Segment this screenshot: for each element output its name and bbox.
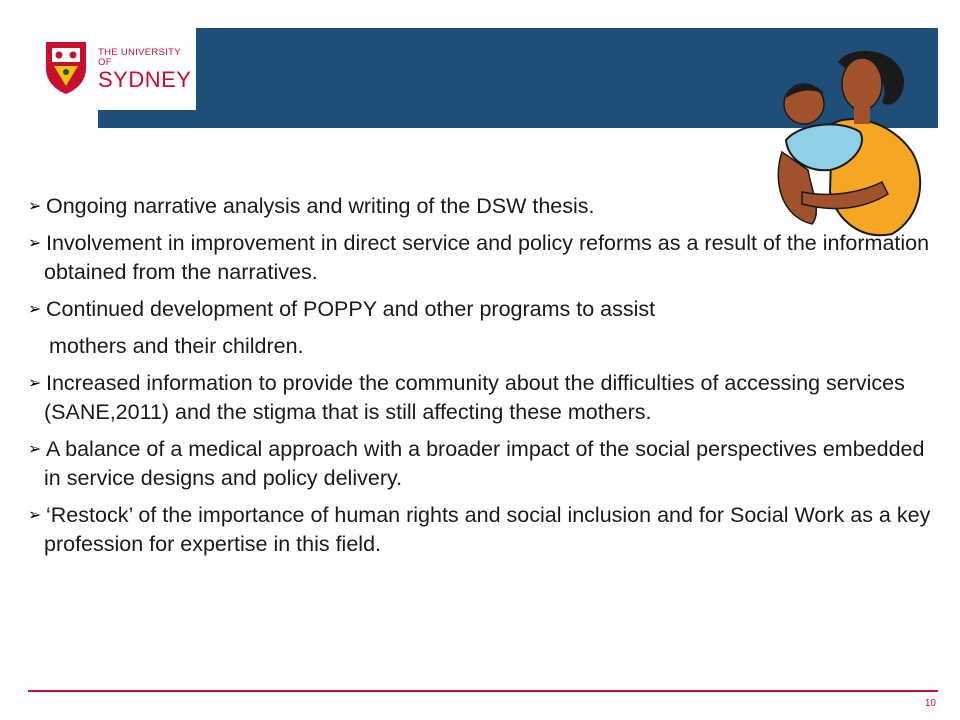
list-item — [28, 295, 938, 324]
list-item — [28, 192, 938, 221]
list-item — [28, 229, 938, 287]
bullet-text: ‘Restock’ of the importance of human rights and social inclusion and for Social Work as a key profession for expertise in this field. — [44, 503, 931, 556]
logo-line-2: SYDNEY — [98, 67, 192, 92]
bullet-text: Increased information to provide the community about the difficulties of accessing services (SANE,2011) and the stigma that is still affecting these mothers. — [44, 371, 905, 424]
list-item — [28, 501, 938, 559]
list-item — [28, 435, 938, 493]
footer-divider — [28, 690, 938, 692]
university-logo — [26, 28, 196, 110]
bullet-text: Continued development of POPPY and other programs to assist — [46, 297, 656, 321]
page-number: 10 — [924, 698, 936, 709]
arrow-bullet-icon: ➢ — [28, 198, 42, 215]
arrow-bullet-icon: ➢ — [28, 441, 42, 458]
logo-line-1: THE UNIVERSITY OF — [98, 47, 181, 68]
arrow-bullet-icon: ➢ — [28, 375, 42, 392]
bullet-text: Ongoing narrative analysis and writing of the DSW thesis. — [46, 194, 595, 218]
bullet-continuation: mothers and their children. — [49, 334, 304, 358]
bullet-list — [28, 192, 938, 567]
bullet-text: Involvement in improvement in direct service and policy reforms as a result of the information obtained from the narratives. — [44, 231, 930, 284]
university-crest-icon — [42, 38, 90, 96]
logo-text — [98, 48, 196, 91]
list-item — [28, 369, 938, 427]
arrow-bullet-icon: ➢ — [28, 235, 42, 252]
slide-title: Summary and Conclusion — [280, 86, 589, 114]
arrow-bullet-icon: ➢ — [28, 507, 42, 524]
bullet-text: A balance of a medical approach with a broader impact of the social perspectives embedded in service designs and policy delivery. — [44, 437, 925, 490]
arrow-bullet-icon: ➢ — [28, 301, 42, 318]
